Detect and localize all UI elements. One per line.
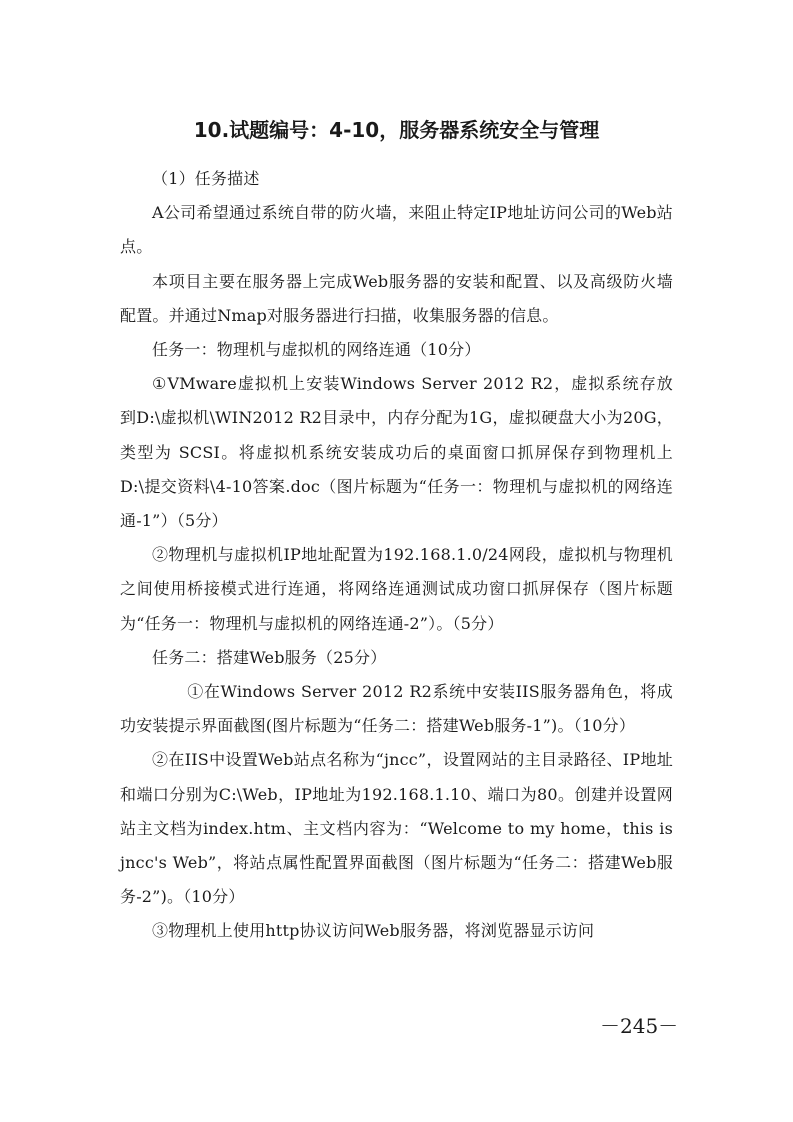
paragraph-background: A公司希望通过系统自带的防火墙，来阻止特定IP地址访问公司的Web站点。 <box>120 203 673 257</box>
heading-task-description: （1）任务描述 <box>152 169 260 188</box>
heading-task-two: 任务二：搭建Web服务（25分） <box>152 647 387 667</box>
task-one-item-1: ①VMware虚拟机上安装Windows Server 2012 R2，虚拟系统存放到D:\虚拟机\WIN2012 R2目录中，内存分配为1G，虚拟硬盘大小为20G，类型为 SCSI。将虚拟机系统安装成功后的桌面窗口抓屏保存到物理机上D:\提交资料\4-10答案.doc（图片标题为“任务一：物理机与虚拟机的网络连通-1”）（5分） <box>120 374 673 531</box>
task-one-item-2: ②物理机与虚拟机IP地址配置为192.168.1.0/24网段，虚拟机与物理机之间使用桥接模式进行连通，将网络连通测试成功窗口抓屏保存（图片标题为“任务一：物理机与虚拟机的网络连通-2”）。（5分） <box>120 545 673 633</box>
paragraph-project-scope: 本项目主要在服务器上完成Web服务器的安装和配置、以及高级防火墙配置。并通过Nmap对服务器进行扫描，收集服务器的信息。 <box>120 271 673 325</box>
task-two-item-1: ①在Windows Server 2012 R2系统中安装IIS服务器角色，将成功安装提示界面截图(图片标题为“任务二：搭建Web服务-1”)。（10分） <box>120 682 673 736</box>
heading-task-one: 任务一：物理机与虚拟机的网络连通（10分） <box>152 340 481 360</box>
section-title: 10.试题编号：4-10，服务器系统安全与管理 <box>193 118 600 142</box>
task-two-item-2: ②在IIS中设置Web站点名称为“jncc”，设置网站的主目录路径、IP地址和端口分别为C:\Web，IP地址为192.168.1.10、端口为80。创建并设置网站主文档为index.htm、主文档内容为：“Welcome to my home，this is jncc's Web”，将站点属性配置界面截图（图片标题为“任务二：搭建Web服务-2”)。（10分） <box>120 750 673 907</box>
document-body <box>120 162 673 949</box>
task-two-item-3: ③物理机上使用http协议访问Web服务器，将浏览器显示访问 <box>152 921 595 941</box>
page-number: －245－ <box>600 1014 679 1038</box>
